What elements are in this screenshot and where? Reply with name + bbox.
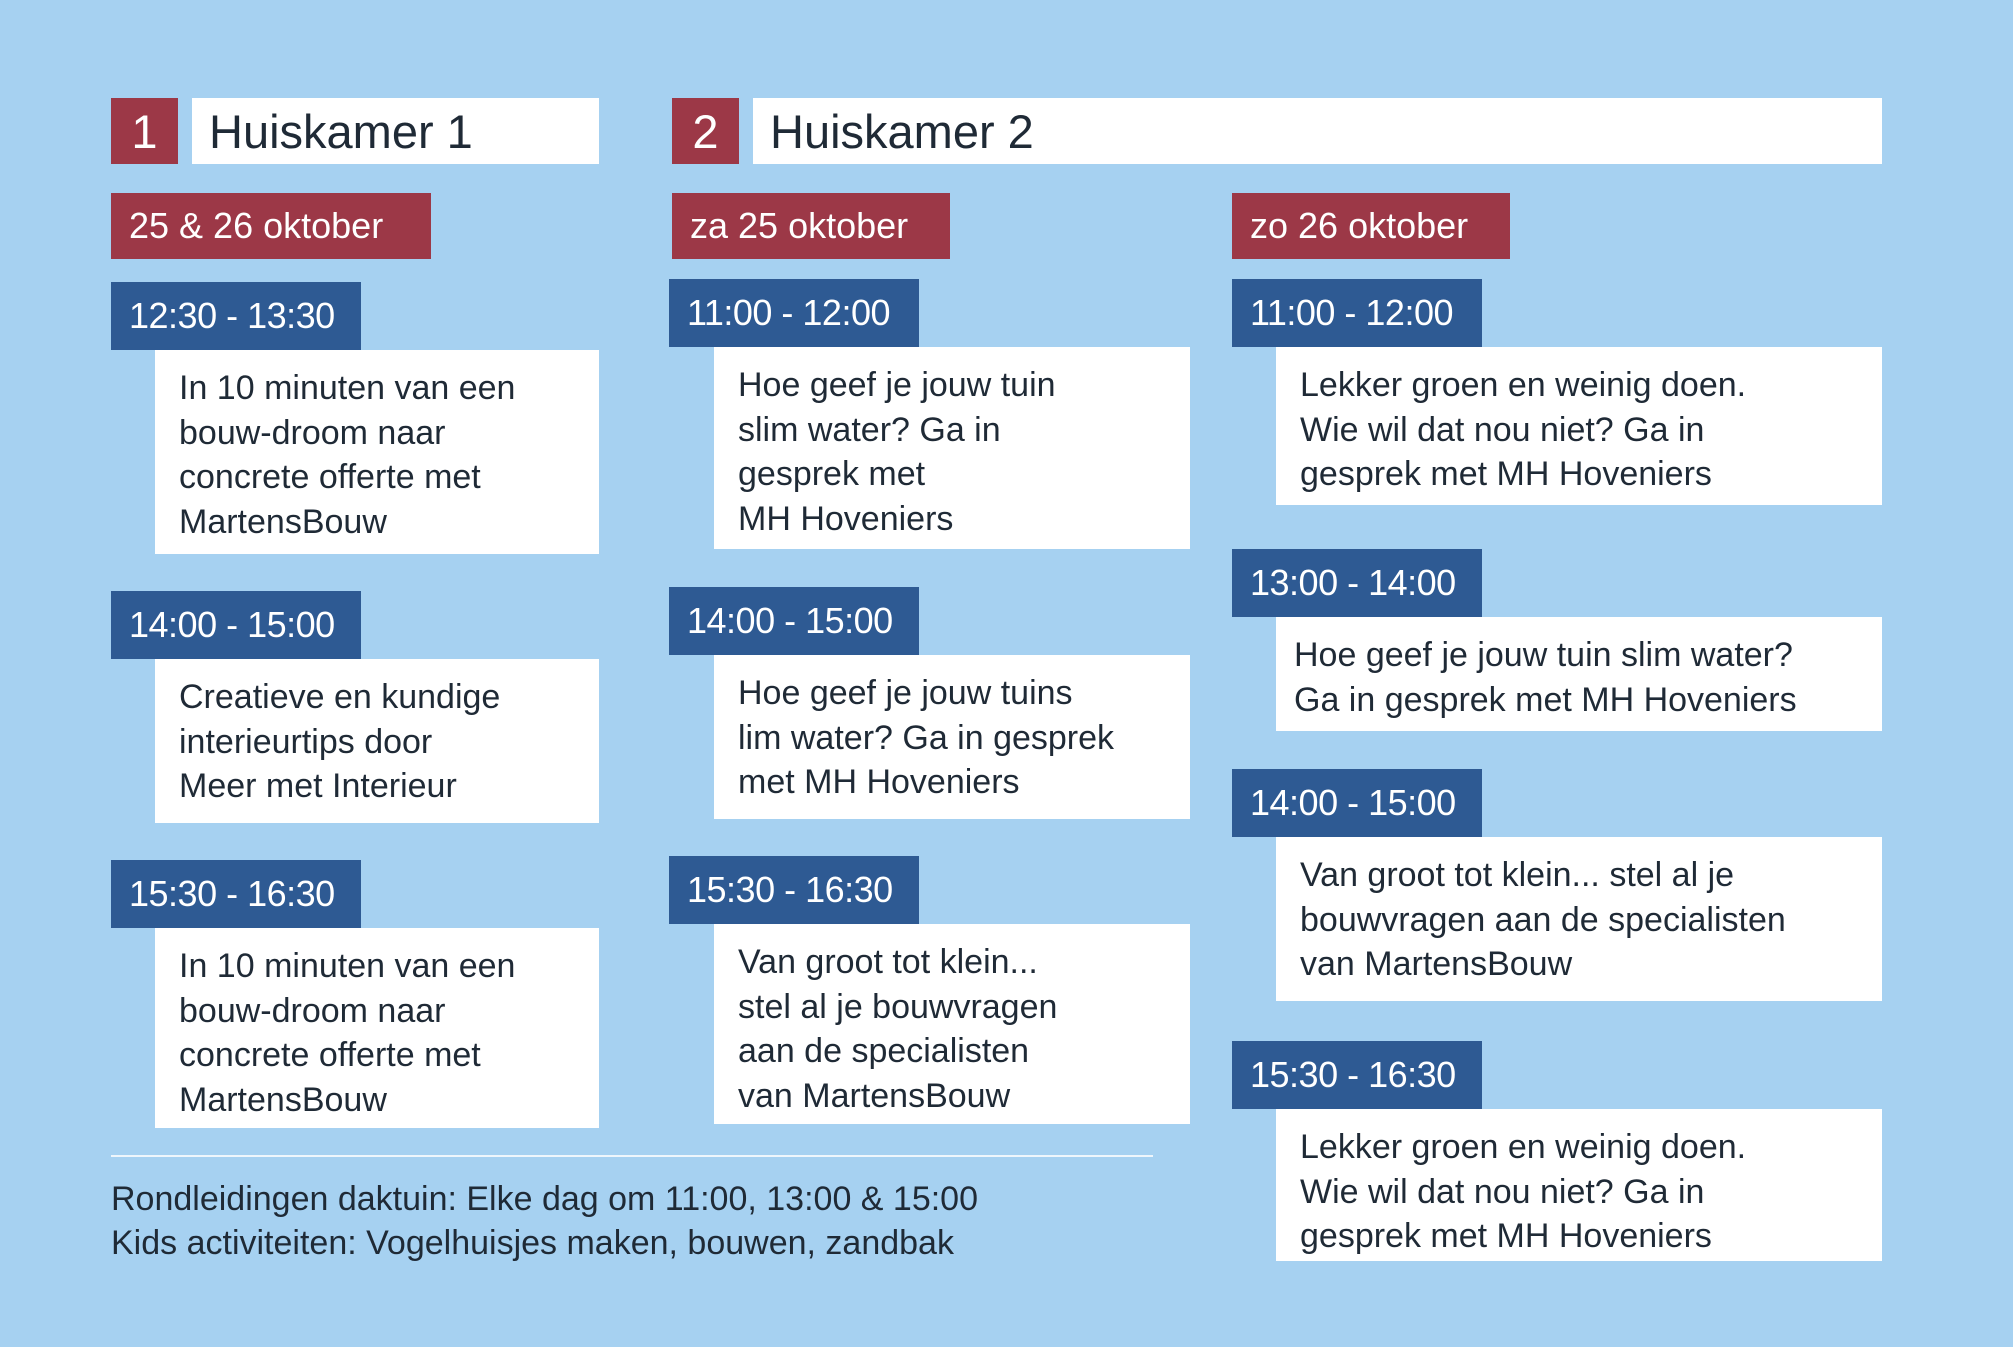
session-line: van MartensBouw: [738, 1076, 1011, 1115]
session-line: concrete offerte met: [179, 458, 481, 496]
session-time: 14:00 - 15:00: [111, 591, 361, 659]
session-card: [155, 928, 599, 1128]
session-card: [1276, 617, 1882, 731]
footer-kids: Kids activiteiten: Vogelhuisjes maken, bouwen, zandbak: [111, 1224, 954, 1262]
session-time: 11:00 - 12:00: [1232, 279, 1482, 347]
session-line: Hoe geef je jouw tuin: [738, 366, 1056, 404]
session-line: stel al je bouwvragen: [738, 987, 1058, 1026]
session-line: Meer met Interieur: [179, 767, 457, 805]
session-line: slim water? Ga in: [738, 410, 1001, 449]
session-line: Lekker groen en weinig doen.: [1300, 366, 1747, 404]
session-card: [714, 924, 1190, 1124]
session-line: MartensBouw: [179, 502, 387, 541]
room-1-number: 1: [111, 98, 178, 164]
session-time: 12:30 - 13:30: [111, 282, 361, 350]
session-line: bouwvragen aan de specialisten: [1300, 900, 1786, 939]
footer-divider: [111, 1155, 1153, 1157]
session-card: [155, 350, 599, 554]
session-line: gesprek met: [738, 455, 926, 493]
session-card: [1276, 347, 1882, 505]
session-line: Van groot tot klein...: [738, 943, 1038, 981]
session-line: MH Hoveniers: [738, 499, 954, 538]
session-card: [1276, 837, 1882, 1001]
session-line: In 10 minuten van een: [179, 947, 516, 985]
room-1-date-label: 25 & 26 oktober: [111, 193, 431, 259]
session-line: Lekker groen en weinig doen.: [1300, 1128, 1747, 1166]
session-line: van MartensBouw: [1300, 945, 1573, 983]
footer-tours: Rondleidingen daktuin: Elke dag om 11:00, 13:00 & 15:00: [111, 1180, 978, 1218]
session-time: 15:30 - 16:30: [669, 856, 919, 924]
session-card: [155, 659, 599, 823]
session-line: Creatieve en kundige: [179, 678, 501, 716]
session-line: met MH Hoveniers: [738, 763, 1020, 801]
room-2-number: 2: [672, 98, 739, 164]
session-line: Hoe geef je jouw tuin slim water?: [1294, 636, 1793, 674]
session-line: MartensBouw: [179, 1080, 387, 1119]
session-line: Ga in gesprek met MH Hoveniers: [1294, 680, 1797, 719]
session-line: In 10 minuten van een: [179, 369, 516, 407]
session-line: aan de specialisten: [738, 1032, 1030, 1070]
session-line: interieurtips door: [179, 722, 433, 761]
session-time: 15:30 - 16:30: [111, 860, 361, 928]
session-time: 13:00 - 14:00: [1232, 549, 1482, 617]
session-line: bouw-droom naar: [179, 413, 446, 452]
room-2-date-label-sunday: zo 26 oktober: [1232, 193, 1510, 259]
session-line: Wie wil dat nou niet? Ga in: [1300, 1172, 1705, 1211]
session-line: Van groot tot klein... stel al je: [1300, 856, 1735, 894]
session-line: concrete offerte met: [179, 1036, 481, 1074]
session-card: [714, 347, 1190, 549]
session-line: gesprek met MH Hoveniers: [1300, 455, 1712, 493]
session-line: gesprek met MH Hoveniers: [1300, 1217, 1712, 1255]
room-1-title: Huiskamer 1: [192, 98, 599, 164]
session-line: lim water? Ga in gesprek: [738, 718, 1115, 757]
session-card: [714, 655, 1190, 819]
session-line: Wie wil dat nou niet? Ga in: [1300, 410, 1705, 449]
session-time: 11:00 - 12:00: [669, 279, 919, 347]
room-2-title: Huiskamer 2: [753, 98, 1882, 164]
session-card: [1276, 1109, 1882, 1261]
room-2-date-label-saturday: za 25 oktober: [672, 193, 950, 259]
session-time: 14:00 - 15:00: [1232, 769, 1482, 837]
session-time: 14:00 - 15:00: [669, 587, 919, 655]
session-time: 15:30 - 16:30: [1232, 1041, 1482, 1109]
session-line: bouw-droom naar: [179, 991, 446, 1030]
session-line: Hoe geef je jouw tuins: [738, 674, 1073, 712]
